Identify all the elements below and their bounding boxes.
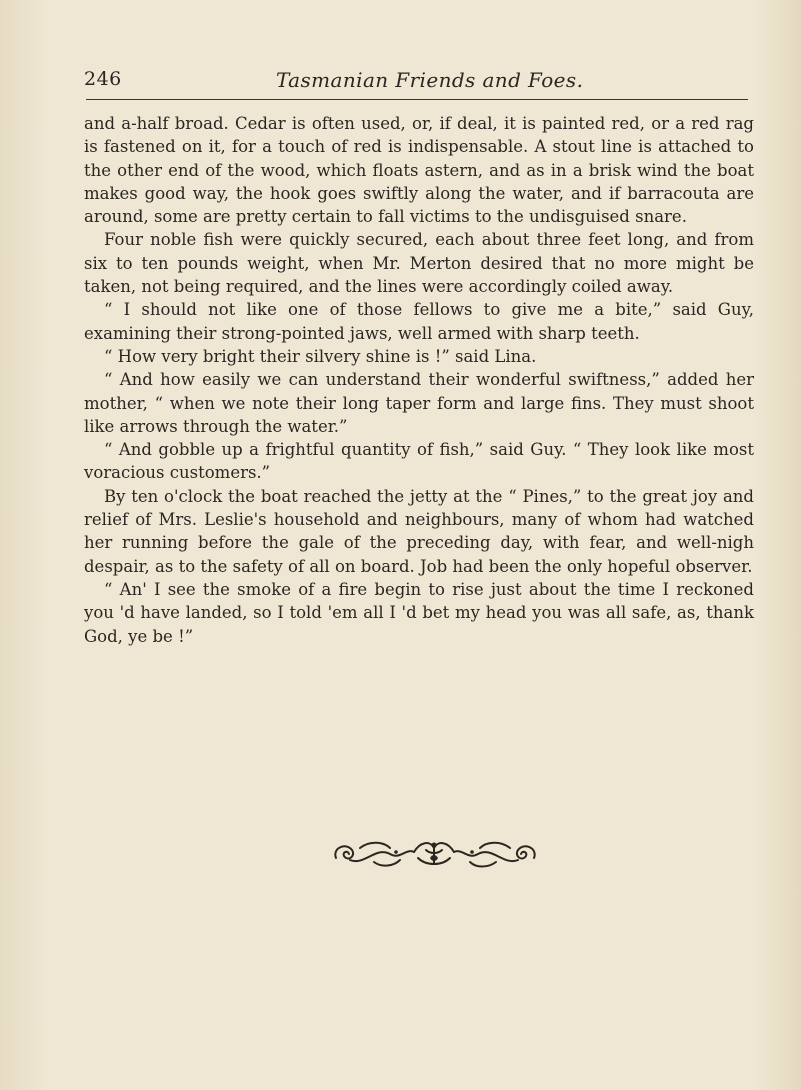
- paragraph: “ How very bright their silvery shine is !” said Lina.: [104, 346, 537, 366]
- paragraph: By ten o'clock the boat reached the jetty at the “ Pines,” to the great joy and relief of Mrs. Leslie's household and neighbours, many of whom had watched her running before the gale of the preceding day, with fear, and well-nigh despair, as to the safety of all on board. Job had been the only hopeful observer.: [84, 486, 754, 576]
- body-text: [84, 112, 754, 648]
- paragraph: “ An' I see the smoke of a fire begin to rise just about the time I reckoned you 'd have landed, so I told 'em all I 'd bet my head you was all safe, as, thank God, ye be !”: [84, 579, 754, 646]
- paragraph: Four noble fish were quickly secured, each about three feet long, and from six to ten pounds weight, when Mr. Merton desired that no more might be taken, not being required, and the lines were accordingly coiled away.: [84, 230, 754, 297]
- paragraph: “ I should not like one of those fellows to give me a bite,” said Guy, examining their strong-pointed jaws, well armed with sharp teeth.: [84, 300, 754, 343]
- page-header: [84, 68, 754, 104]
- paragraph: “ And how easily we can understand their wonderful swiftness,” added her mother, “ when we note their long taper form and large fins. They must shoot like arrows through the water.”: [84, 370, 754, 436]
- decorative-scroll-ornament-icon: [330, 836, 540, 872]
- page-number: 246: [84, 68, 122, 90]
- paragraph: and a-half broad. Cedar is often used, or, if deal, it is painted red, or a red rag is fastened on it, for a touch of red is indispensable. A stout line is attached to the other end of the wood, which floats astern, and as in a brisk wind the boat makes good way, the hook goes swiftly along the water, and if barracouta are around, some are pretty certain to fall victims to the undisguised snare.: [84, 114, 754, 227]
- paragraph: “ And gobble up a frightful quantity of fish,” said Guy. “ They look like most voracious customers.”: [84, 440, 754, 483]
- running-title: Tasmanian Friends and Foes.: [276, 68, 584, 92]
- header-rule: [86, 99, 748, 100]
